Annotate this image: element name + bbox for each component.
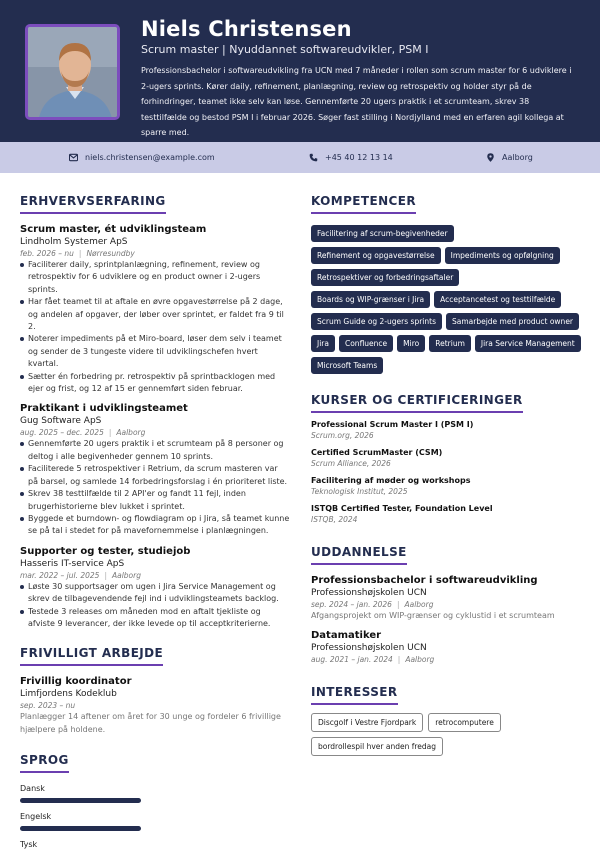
location-text: Aalborg: [404, 600, 434, 609]
profile-photo: [25, 24, 120, 120]
school-name: Professionshøjskolen UCN: [311, 643, 427, 654]
skill-chip: Samarbejde med product owner: [446, 313, 579, 330]
experience-list: [20, 223, 290, 630]
phone-icon: [309, 153, 318, 162]
contact-location: [486, 153, 533, 162]
language-level-bar: [20, 798, 141, 803]
degree-title: Datamatiker: [311, 630, 382, 642]
course-issuer: ISTQB, 2024: [311, 515, 358, 524]
volunteer-heading: FRIVILLIGT ARBEJDE: [20, 646, 163, 666]
bullet-item: Skrev 38 testtilfælde til 2 API'er og fandt 11 fejl, inden brugerhistorierne blev lukket i sprintet.: [20, 488, 290, 513]
meta-line: [311, 654, 581, 665]
skill-chip: Jira Service Management: [475, 335, 581, 352]
volunteer-description: Planlægger 14 aftener om året for 30 unge og fordeler 6 frivillige hjælpere på holdene.: [20, 712, 281, 734]
education-entry: [311, 629, 581, 665]
skill-chip: Miro: [397, 335, 425, 352]
language-name: Engelsk: [20, 812, 52, 822]
education-heading: UDDANNELSE: [311, 545, 407, 565]
meta-line: [20, 700, 290, 711]
separator: |: [396, 600, 400, 609]
bullet-item: Noterer impediments på et Miro-board, løser dem selv i teamet og sender de 3 tungeste videre til udviklingschefen hvert kvartal.: [20, 333, 290, 370]
language-level-bar: [20, 826, 141, 831]
skill-chip: Microsoft Teams: [311, 357, 383, 374]
resume-header: [0, 0, 600, 142]
skill-chip: Retrium: [429, 335, 471, 352]
course-entry: [311, 447, 581, 469]
degree-title: Professionsbachelor i softwareudvikling: [311, 575, 538, 586]
languages-heading: SPROG: [20, 753, 69, 773]
envelope-icon: [69, 153, 78, 162]
interests-list: [311, 713, 511, 756]
course-entry: [311, 419, 581, 441]
separator: |: [104, 570, 107, 580]
skill-chip: Jira: [311, 335, 335, 352]
course-entry: [311, 475, 581, 497]
skill-chip: Scrum Guide og 2-ugers sprints: [311, 313, 442, 330]
company-name: Gug Software ApS: [20, 416, 102, 427]
course-issuer: Scrum.org, 2026: [311, 431, 374, 440]
company-name: Hasseris IT-service ApS: [20, 558, 125, 569]
language-item: [20, 783, 290, 803]
separator: |: [397, 655, 401, 665]
skill-chip: Facilitering af scrum-begivenheder: [311, 225, 454, 242]
education-list: [311, 574, 581, 665]
location-text: Aalborg: [405, 655, 435, 665]
course-issuer: Scrum Alliance, 2026: [311, 459, 391, 468]
skills-heading: KOMPETENCER: [311, 194, 416, 214]
education-entry: [311, 574, 581, 622]
candidate-headline: Scrum master | Nyuddannet softwareudvikler, PSM I: [141, 43, 429, 56]
dates-text: feb. 2026 – nu: [20, 249, 74, 258]
skill-chip: Confluence: [339, 335, 393, 352]
location-text: Nørresundby: [86, 249, 135, 258]
job-title: Praktikant i udviklingsteamet: [20, 403, 188, 415]
bullet-item: Har fået teamet til at aftale en øvre opgavestørrelse på 2 dage, og andelen af opgaver, der løber over sprintet, er faldet fra 9 til 2.: [20, 296, 290, 333]
language-name: Dansk: [20, 784, 45, 794]
job-bullets: [20, 259, 290, 395]
meta-line: [20, 427, 290, 438]
meta-line: [20, 248, 290, 259]
separator: |: [108, 428, 112, 438]
left-column: [20, 190, 290, 849]
job-entry: [20, 223, 290, 395]
language-item: [20, 811, 290, 831]
bullet-item: Løste 30 supportsager om ugen i Jira Service Management og skrev de tilbagevendende fejl ind i udviklingsteamets backlog.: [20, 581, 290, 606]
profile-summary: Professionsbachelor i softwareudvikling fra UCN med 7 måneder i rollen som scrum master for 6 udviklere i 2-ugers sprints. Kører daily, refinement, planlægning, review og retrospektiv og holder styr på de forhindringer, teamet ikke selv kan løse. Gennemførte 20 ugers praktik i et scrumteam, skrev 38 testtilfælde og bestod PSM I i februar 2026. Søger fast stilling i Nordjylland med en erfaren agil kollega at sparre med.: [141, 66, 572, 138]
course-title: Certified ScrumMaster (CSM): [311, 448, 443, 457]
interest-chip: retrocomputere: [428, 713, 501, 732]
dates-text: mar. 2022 – jul. 2025: [20, 570, 100, 580]
candidate-name: Niels Christensen: [141, 17, 352, 41]
language-level-fill: [20, 798, 141, 803]
volunteer-entry: [20, 675, 290, 736]
job-title: Supporter og tester, studiejob: [20, 545, 191, 557]
dates-text: sep. 2024 – jan. 2026: [311, 600, 392, 609]
location-pin-icon: [486, 153, 495, 162]
course-title: Professional Scrum Master I (PSM I): [311, 420, 474, 429]
location-text: Aalborg: [116, 428, 146, 438]
languages-list: [20, 783, 290, 849]
bullet-item: Sætter én forbedring pr. retrospektiv på sprintbacklogen med ejer og frist, og 12 af 15 er gennemført siden februar.: [20, 371, 290, 396]
separator: |: [78, 249, 82, 258]
language-item: [20, 839, 290, 849]
job-title: Scrum master, ét udviklingsteam: [20, 224, 207, 235]
language-level-fill: [20, 826, 141, 831]
language-name: Tysk: [20, 840, 38, 849]
course-entry: [311, 503, 581, 525]
bullet-item: Gennemførte 20 ugers praktik i et scrumteam på 8 personer og deltog i alle begivenheder gennem 10 sprints.: [20, 438, 290, 463]
course-title: Facilitering af møder og workshops: [311, 476, 471, 485]
course-issuer: Teknologisk Institut, 2025: [311, 487, 408, 496]
dates-text: aug. 2025 – dec. 2025: [20, 428, 104, 438]
bullet-item: Byggede et burndown- og flowdiagram op i Jira, så teamet kunne se på tal i stedet for på mavefornemmelse i planlægningen.: [20, 513, 290, 538]
meta-line: [20, 570, 290, 581]
courses-list: [311, 419, 581, 525]
skills-list: [311, 225, 581, 374]
experience-heading: ERHVERVSERFARING: [20, 194, 166, 214]
job-bullets: [20, 581, 290, 631]
meta-line: [311, 599, 581, 610]
volunteer-list: [20, 675, 290, 736]
email-text: niels.christensen@example.com: [85, 153, 215, 162]
location-text: Aalborg: [111, 570, 141, 580]
job-entry: [20, 402, 290, 537]
course-title: ISTQB Certified Tester, Foundation Level: [311, 504, 493, 513]
location-text: Aalborg: [502, 153, 533, 162]
skill-chip: Refinement og opgavestørrelse: [311, 247, 441, 264]
bullet-item: Testede 3 releases om måneden mod en aftalt tjekliste og afviste 9 leverancer, der ikke levede op til acceptkriterierne.: [20, 606, 290, 631]
job-bullets: [20, 438, 290, 537]
skill-chip: Boards og WIP-grænser i Jira: [311, 291, 430, 308]
skill-chip: Impediments og opfølgning: [445, 247, 560, 264]
organization-name: Limfjordens Kodeklub: [20, 689, 117, 700]
portrait-image: [28, 27, 120, 120]
right-column: [311, 190, 581, 756]
company-name: Lindholm Systemer ApS: [20, 237, 128, 247]
dates-text: sep. 2023 – nu: [20, 701, 76, 711]
contact-phone[interactable]: [309, 153, 393, 162]
bullet-item: Faciliterer daily, sprintplanlægning, refinement, review og retrospektiv for 6 udviklere og en product owner i 2-ugers sprints.: [20, 259, 290, 296]
skill-chip: Acceptancetest og testtilfælde: [434, 291, 561, 308]
contact-email[interactable]: [69, 153, 215, 162]
skill-chip: Retrospektiver og forbedringsaftaler: [311, 269, 459, 286]
courses-heading: KURSER OG CERTIFICERINGER: [311, 393, 523, 413]
job-entry: [20, 545, 290, 631]
dates-text: aug. 2021 – jan. 2024: [311, 655, 393, 665]
school-name: Professionshøjskolen UCN: [311, 588, 427, 598]
interest-chip: bordrollespil hver anden fredag: [311, 737, 443, 756]
interest-chip: Discgolf i Vestre Fjordpark: [311, 713, 423, 732]
phone-text: +45 40 12 13 14: [325, 153, 393, 162]
interests-heading: INTERESSER: [311, 685, 398, 705]
bullet-item: Faciliterede 5 retrospektiver i Retrium, da scrum masteren var på barsel, og samlede 14 forbedringsforslag i én prioriteret liste.: [20, 463, 290, 488]
volunteer-title: Frivillig koordinator: [20, 676, 132, 688]
education-description: Afgangsprojekt om WIP-grænser og cyklustid i et scrumteam: [311, 611, 555, 620]
contact-bar: [0, 142, 600, 173]
